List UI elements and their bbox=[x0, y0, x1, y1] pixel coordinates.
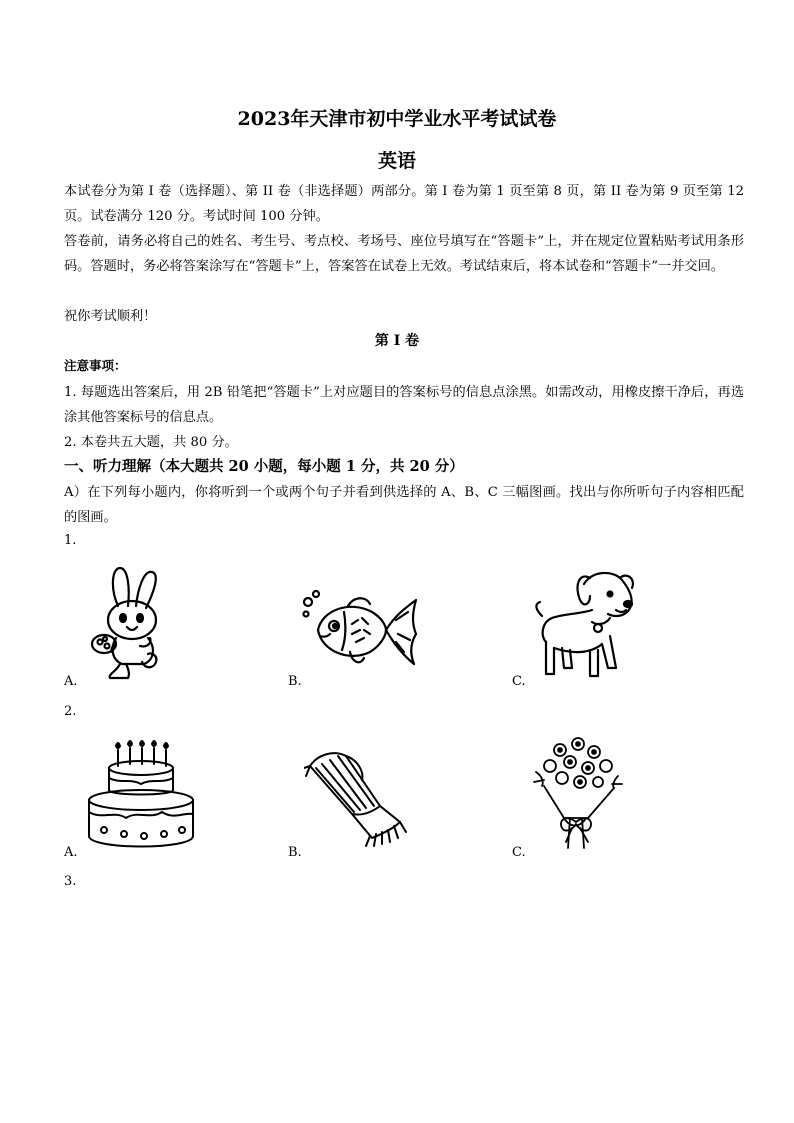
rabbit-icon bbox=[80, 562, 190, 682]
birthday-cake-icon bbox=[80, 738, 200, 850]
part-one-heading: 第 I 卷 bbox=[374, 333, 420, 349]
note-2: 2. 本卷共五大题，共 80 分。 bbox=[64, 435, 238, 450]
intro-instructions: 答卷前，请务必将自己的姓名、考生号、考点校、考场号、座位号填写在“答题卡”上，并在规定位置粘贴考试用条形码。答题时，务必将答案涂写在“答题卡”上，答案答在试卷上无效。考试结束后，将本试卷和“答题卡”一并交回。 bbox=[64, 234, 744, 274]
exam-title: 2023年天津市初中学业水平考试试卷 bbox=[237, 108, 557, 130]
q2-option-a-label: A. bbox=[64, 845, 78, 860]
section-one-heading: 一、听力理解（本大题共 20 小题，每小题 1 分，共 20 分） bbox=[64, 458, 464, 475]
scarf-icon bbox=[304, 746, 416, 850]
q1-option-c-label: C. bbox=[512, 674, 526, 689]
flower-bouquet-icon bbox=[530, 736, 630, 852]
question-1-number: 1. bbox=[64, 533, 77, 548]
note-1: 1. 每题选出答案后，用 2B 铅笔把“答题卡”上对应题目的答案标号的信息点涂黑。如需改动，用橡皮擦干净后，再选涂其他答案标号的信息点。 bbox=[64, 385, 744, 425]
dog-icon bbox=[532, 564, 642, 682]
intro-structure: 本试卷分为第 I 卷（选择题）、第 II 卷（非选择题）两部分。第 I 卷为第 1 页至第 8 页，第 II 卷为第 9 页至第 12 页。试卷满分 120 分。考试时间 100 分钟。 bbox=[64, 184, 744, 224]
q1-option-a-label: A. bbox=[64, 674, 78, 689]
section-one-part-a: A）在下列每小题内，你将听到一个或两个句子并看到供选择的 A、B、C 三幅图画。找出与你所听句子内容相匹配的图画。 bbox=[64, 485, 744, 525]
question-3-number: 3. bbox=[64, 874, 77, 889]
intro-wish: 祝你考试顺利！ bbox=[64, 309, 157, 324]
notes-heading: 注意事项： bbox=[64, 358, 127, 373]
q1-option-b-label: B. bbox=[288, 674, 302, 689]
question-2-number: 2. bbox=[64, 704, 77, 719]
fish-icon bbox=[300, 590, 420, 670]
q2-option-b-label: B. bbox=[288, 845, 302, 860]
q2-option-c-label: C. bbox=[512, 845, 526, 860]
exam-subject: 英语 bbox=[377, 150, 416, 172]
